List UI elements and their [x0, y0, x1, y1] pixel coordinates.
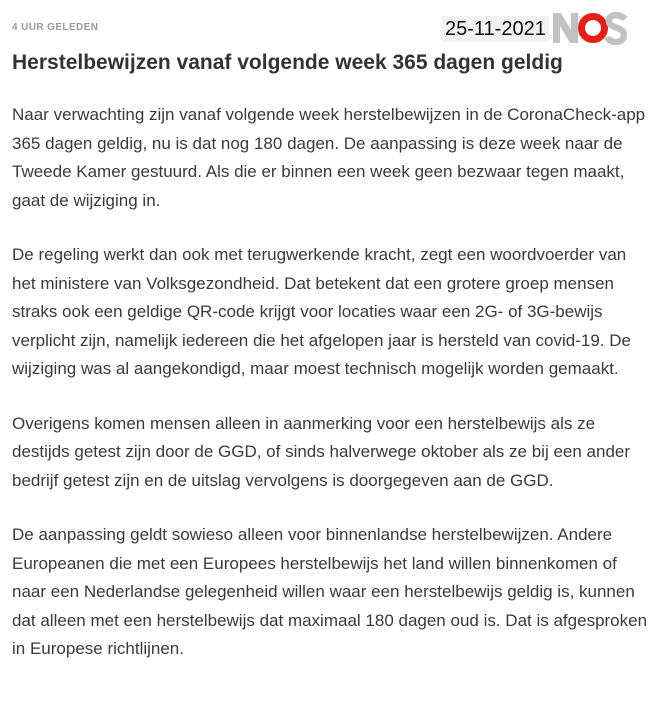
article-paragraph: De aanpassing geldt sowieso alleen voor binnenlandse herstelbewijzen. Andere Europeanen die met een Europees herstelbewijs het land willen binnenkomen of naar een Nederlandse gelegenheid willen waar een herstelbewijs geldig is, kunnen dat alleen met een herstelbewijs dat maximaal 180 dagen oud is. Dat is afgesproken in Europese richtlijnen.	[12, 525, 648, 658]
article-headline: Herstelbewijzen vanaf volgende week 365 dagen geldig	[12, 51, 563, 74]
article-timestamp: 4 UUR GELEDEN	[12, 22, 99, 33]
article-paragraph: Overigens komen mensen alleen in aanmerking voor een herstelbewijs als ze destijds getest zijn door de GGD, of sinds halverwege oktober als ze bij een ander bedrijf getest zijn en de uitslag vervolgens is doorgegeven aan de GGD.	[12, 413, 631, 490]
date-stamp: 25-11-2021	[442, 16, 549, 42]
nos-logo	[551, 11, 627, 45]
article-paragraph: Naar verwachting zijn vanaf volgende week herstelbewijzen in de CoronaCheck-app 365 dagen geldig, nu is dat nog 180 dagen. De aanpassing is deze week naar de Tweede Kamer gestuurd. Als die er binnen een week geen bezwaar tegen maakt, gaat de wijziging in.	[12, 105, 646, 210]
article-body	[12, 101, 648, 690]
article-paragraph: De regeling werkt dan ook met terugwerkende kracht, zegt een woordvoerder van het ministere van Volksgezondheid. Dat betekent dat een grotere groep mensen straks ook een geldige QR-code krijgt voor locaties waar een 2G- of 3G-bewijs verplicht zijn, namelijk iedereen die het afgelopen jaar is hersteld van covid-19. De wijziging was al aangekondigd, maar moest technisch mogelijk worden gemaakt.	[12, 245, 631, 378]
